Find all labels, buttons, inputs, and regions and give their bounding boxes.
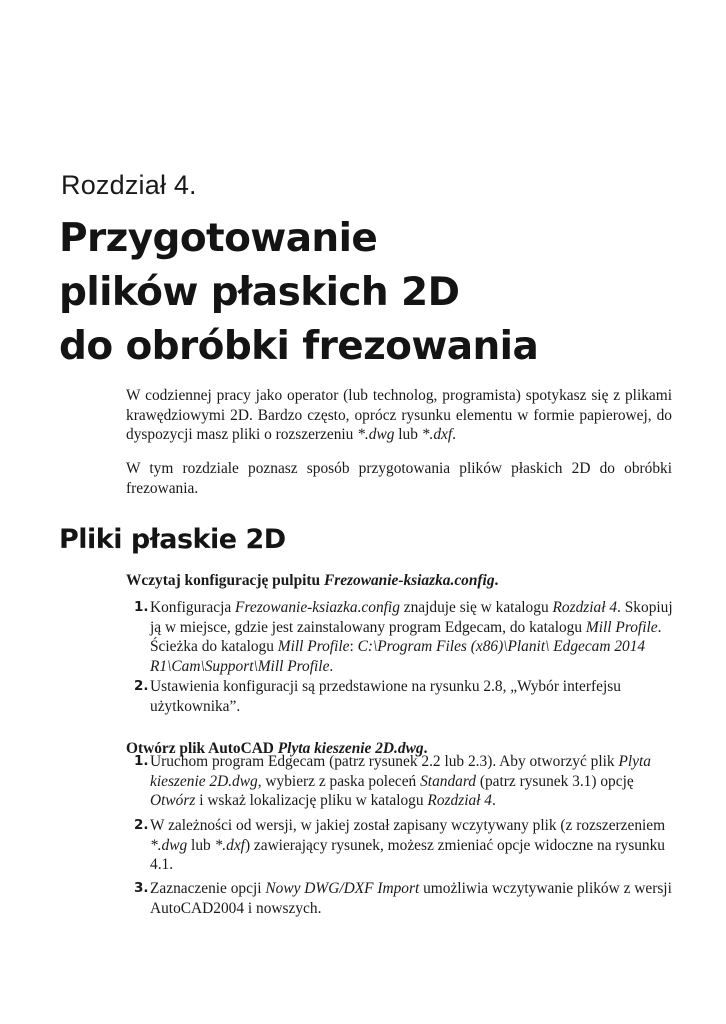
list-item [134, 598, 674, 676]
text-run: lub [394, 426, 422, 444]
intro-paragraph [126, 386, 672, 445]
chapter-title [59, 212, 538, 374]
text-run: . [452, 426, 457, 444]
list-text: Ustawienia konfiguracji są przedstawione na rysunku 2.8, „Wybór interfejsu użytkownika”. [150, 678, 621, 715]
chapter-title-line: plików płaskich 2D [59, 270, 460, 315]
list-item [134, 677, 674, 716]
list-number: 3. [134, 880, 149, 896]
list-text: Zaznaczenie opcji Nowy DWG/DXF Import umożliwia wczytywanie plików z wersji AutoCAD2004 i nowszych. [150, 880, 672, 917]
text-run: Wczytaj konfigurację pulpitu [126, 572, 324, 589]
text-run: . [423, 740, 428, 757]
list-text: W zależności od wersji, w jakiej został zapisany wczytywany plik (z rozszerzeniem *.dwg lub *.dxf) zawierający rysunek, możesz zmieniać opcje widoczne na rysunku 4.1. [150, 817, 666, 873]
chapter-title-line: Przygotowanie [59, 216, 378, 261]
emphasis: *.dwg [357, 426, 395, 444]
emphasis: *.dxf [421, 426, 453, 444]
list-number: 1. [134, 599, 149, 615]
list-item [134, 879, 674, 918]
text-run: W codziennej pracy jako operator (lub technolog, programista) spotykasz się z plikami krawędziowymi 2D. Bardzo często, oprócz rysunku elementu w formie papierowej, do dyspozycji masz pliki o rozszerzeniu [126, 387, 672, 444]
step-heading [126, 571, 498, 591]
list-text: Konfiguracja Frezowanie-ksiazka.config znajduje się w katalogu Rozdział 4. Skopiuj ją w miejsce, gdzie jest zainstalowany program Edgecam, do katalogu Mill Profile. Ścieżka do katalogu Mill Profile: C:\Program Files (x86)\Planit\ Edgecam 2014 R1\Cam\Support\Mill Profile. [150, 599, 673, 675]
emphasis: Frezowanie-ksiazka.config [323, 572, 495, 589]
list-item [134, 816, 674, 875]
list-item [134, 752, 674, 811]
list-number: 1. [134, 753, 149, 769]
emphasis: Plyta kieszenie 2D.dwg [277, 740, 424, 757]
section-title: Pliki płaskie 2D [59, 524, 286, 555]
text-run: Otwórz plik AutoCAD [126, 740, 278, 757]
list-number: 2. [134, 678, 149, 694]
text-run: . [494, 572, 499, 589]
intro-paragraph: W tym rozdziale poznasz sposób przygotowania plików płaskich 2D do obróbki frezowania. [126, 460, 672, 497]
chapter-title-line: do obróbki frezowania [59, 324, 539, 369]
chapter-label: Rozdział 4. [61, 170, 197, 200]
list-number: 2. [134, 817, 149, 833]
list-text: Uruchom program Edgecam (patrz rysunek 2.2 lub 2.3). Aby otworzyć plik Plyta kieszenie 2D.dwg, wybierz z paska poleceń Standard (patrz rysunek 3.1) opcję Otwórz i wskaż lokalizację pliku w katalogu Rozdział 4. [150, 753, 651, 809]
